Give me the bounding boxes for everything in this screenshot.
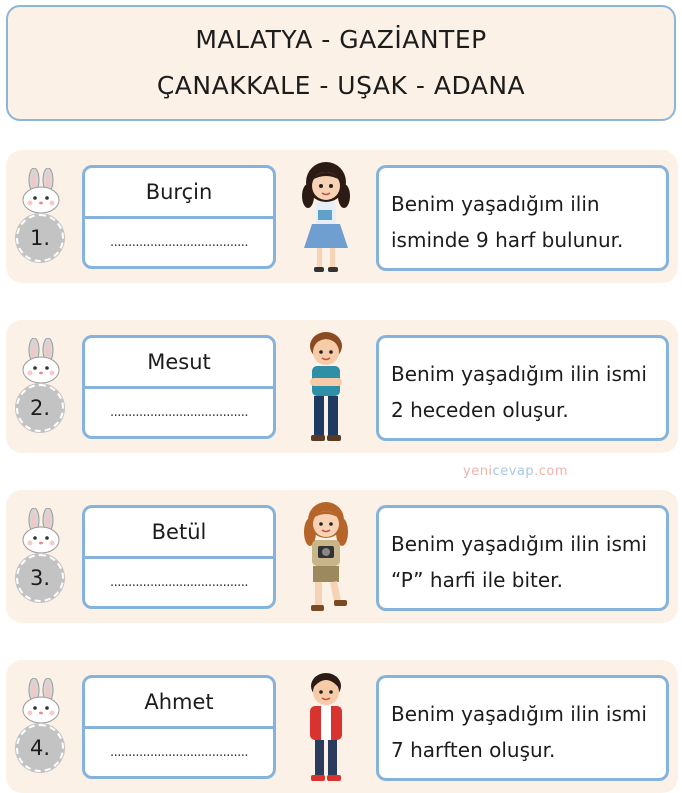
bunny-icon bbox=[16, 168, 66, 214]
answer-blank[interactable]: ...................................... bbox=[109, 575, 249, 590]
question-row-2 bbox=[6, 320, 678, 453]
city-list-header bbox=[6, 5, 676, 121]
question-row-4 bbox=[6, 660, 678, 793]
name-card-divider bbox=[85, 726, 273, 729]
name-card-divider bbox=[85, 556, 273, 559]
child-name: Betül bbox=[151, 520, 207, 544]
clue-line-2: isminde 9 harf bulunur. bbox=[391, 228, 624, 252]
answer-blank[interactable]: ...................................... bbox=[109, 235, 249, 250]
bunny-icon bbox=[16, 338, 66, 384]
question-row-1 bbox=[6, 150, 678, 283]
clue-box bbox=[376, 335, 669, 441]
question-row-3 bbox=[6, 490, 678, 623]
name-card bbox=[82, 165, 276, 269]
clue-line-1: Benim yaşadığım ilin ismi bbox=[391, 532, 647, 556]
watermark-part-3: .com bbox=[534, 464, 569, 479]
answer-blank[interactable]: ...................................... bbox=[109, 405, 249, 420]
clue-box bbox=[376, 505, 669, 611]
clue-box bbox=[376, 165, 669, 271]
clue-line-1: Benim yaşadığım ilin ismi bbox=[391, 362, 647, 386]
name-card bbox=[82, 675, 276, 779]
city-list-line-1: MALATYA - GAZİANTEP bbox=[195, 25, 487, 54]
bunny-icon bbox=[16, 678, 66, 724]
question-number-badge: 2. bbox=[16, 384, 64, 432]
bunny-icon bbox=[16, 508, 66, 554]
child-name: Burçin bbox=[145, 180, 213, 204]
name-card bbox=[82, 505, 276, 609]
answer-blank[interactable]: ...................................... bbox=[109, 745, 249, 760]
name-card-divider bbox=[85, 216, 273, 219]
clue-line-1: Benim yaşadığım ilin ismi bbox=[391, 702, 647, 726]
name-card-divider bbox=[85, 386, 273, 389]
watermark bbox=[463, 464, 568, 479]
watermark-part-2: cevap bbox=[492, 464, 535, 479]
question-number-badge: 3. bbox=[16, 554, 64, 602]
girl-with-book-illustration bbox=[296, 156, 356, 278]
clue-line-2: 2 heceden oluşur. bbox=[391, 398, 569, 422]
city-list-line-2: ÇANAKKALE - UŞAK - ADANA bbox=[156, 71, 526, 100]
clue-line-2: 7 harften oluşur. bbox=[391, 738, 556, 762]
clue-box bbox=[376, 675, 669, 781]
clue-line-2: “P” harfi ile biter. bbox=[391, 568, 563, 592]
name-card bbox=[82, 335, 276, 439]
clue-line-1: Benim yaşadığım ilin bbox=[391, 192, 600, 216]
question-number-badge: 1. bbox=[16, 214, 64, 262]
girl-with-camera-illustration bbox=[296, 496, 356, 618]
boy-red-jacket-illustration bbox=[296, 666, 356, 788]
watermark-part-1: yeni bbox=[463, 464, 493, 479]
child-name: Mesut bbox=[147, 350, 211, 374]
boy-arms-crossed-illustration bbox=[296, 326, 356, 448]
question-number-badge: 4. bbox=[16, 724, 64, 772]
child-name: Ahmet bbox=[144, 690, 214, 714]
